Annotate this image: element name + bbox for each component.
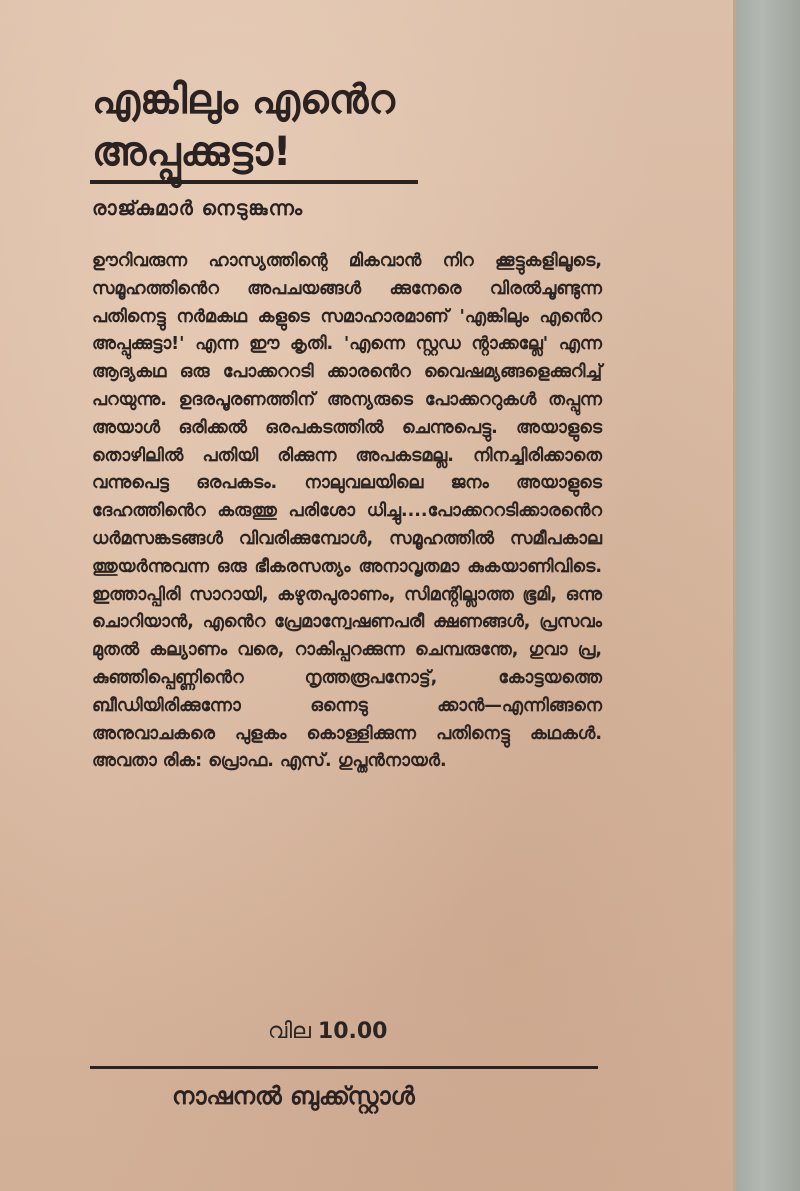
price (268, 1019, 388, 1044)
publisher-name: നാഷനൽ ബുക്ക്സ്റ്റാൾ (172, 1082, 415, 1110)
price-value: 10.00 (317, 1019, 388, 1044)
author-name: രാജ്കുമാർ നെടുങ്കുന്നം (92, 196, 304, 220)
book-title-line-2: അപ്പുക്കുട്ടാ! (92, 129, 292, 175)
book-spine (736, 0, 800, 1191)
publisher-divider (90, 1066, 598, 1069)
price-label: വില (268, 1019, 311, 1044)
book-blurb: ഊറിവരുന്ന ഹാസ്യത്തിന്റെ മികവാൻ നിറ ക്കൂട്ടുകളിലൂടെ, സമൂഹത്തിൻെറ അപചയങ്ങൾ ക്കുനേരെ വിരൽചൂണ്ടുന്ന പതിനെട്ടു നർമകഥ കളുടെ സമാഹാരമാണ് 'എങ്കിലും എൻെറ അപ്പുക്കുട്ടാ!' എന്ന ഈ കൃതി. 'എന്നെ സ്റ്റഡ ൻ്റാക്കല്ലേ' എന്ന ആദ്യകഥ ഒരു പോക്കററടി ക്കാരൻെറ വൈഷമ്യങ്ങളെക്കുറിച്ച് പറയുന്നു. ഉദരപൂരണത്തിന് അന്യരുടെ പോക്കററുകൾ തപ്പുന്ന അയാൾ ഒരിക്കൽ ഒരപകടത്തിൽ ചെന്നുപെട്ടു. അയാളുടെ തൊഴിലിൽ പതിയി രിക്കുന്ന അപകടമല്ല. നിനച്ചിരിക്കാതെ വന്നുപെട്ട ഒരപകടം. നാലുവലയിലെ ജനം അയാളുടെ ദേഹത്തിൻെറ കരുത്തു പരിശോ ധിച്ചു....പോക്കററടിക്കാരൻെറ ധർമസങ്കടങ്ങൾ വിവരിക്കുമ്പോൾ, സമൂഹത്തിൽ സമീപകാല ത്തുയർന്നുവന്ന ഒരു ഭീകരസത്യം അനാവൃതമാ കുകയാണിവിടെ. ഇത്താപ്പിരി സാറായി, കഴുതപുരാണം, സിമൻ്റില്ലാത്ത ഭൂമി, ഒന്നു ചൊറിയാൻ, എൻെറ പ്രേമാന്വേഷണപരീ ക്ഷണങ്ങൾ, പ്രസവം മുതൽ കല്യാണം വരെ, റാകിപ്പറക്കുന്ന ചെമ്പരുന്തേ, ഗുവാ പ്ര, കുഞ്ഞിപ്പെണ്ണിൻെറ നൃത്തരൂപനോട്ട്, കോട്ടയത്തെ ബീഡിയിരിക്കുന്നോ ഒന്നെടു ക്കാൻ—എന്നിങ്ങനെ അനുവാചകരെ പുളകം കൊള്ളിക്കുന്ന പതിനെട്ടു കഥകൾ. അവതാ രിക: പ്രൊഫ. എസ്. ഗുപ്തൻനായർ. (92, 251, 602, 772)
book-title-line-1: എങ്കിലും എൻെറ (92, 77, 395, 123)
title-divider (90, 180, 418, 184)
book-title (92, 74, 472, 178)
